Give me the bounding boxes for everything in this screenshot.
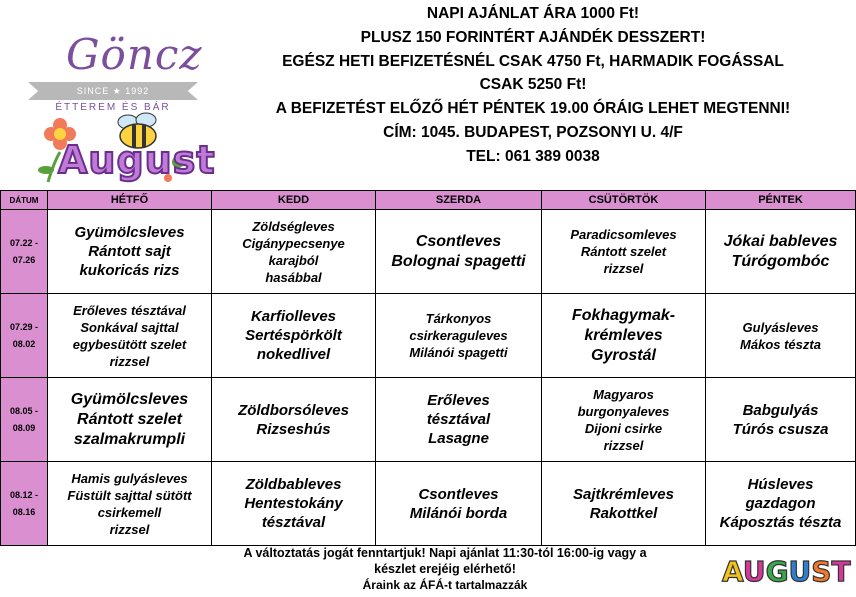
col-header-thursday: CSÜTÖRTÖK xyxy=(542,191,706,210)
svg-text:AUGUST xyxy=(722,555,851,588)
header-line-deadline: A BEFIZETÉST ELŐZŐ HÉT PÉNTEK 19.00 ÓRÁIG LEHET MEGTENNI! xyxy=(275,100,791,118)
menu-cell: Karfiolleves Sertéspörkölt nokedlivel xyxy=(212,294,376,378)
table-row xyxy=(1,210,856,294)
header-line-phone: TEL: 061 389 0038 xyxy=(466,147,600,165)
menu-cell: Hamis gulyásleves Füstült sajttal sütött csirkemell rizzsel xyxy=(48,462,212,546)
offer-header xyxy=(210,2,856,169)
menu-cell: Erőleves tésztával Sonkával sajttal egybesütött szelet rizzsel xyxy=(48,294,212,378)
august-color-badge xyxy=(718,550,851,590)
week-date: 07.22 - 07.26 xyxy=(1,210,48,294)
badge-letter: U xyxy=(788,555,812,588)
menu-cell: Gulyásleves Mákos tészta xyxy=(706,294,856,378)
august-text: August xyxy=(58,138,216,182)
restaurant-logo xyxy=(28,30,203,120)
header-line-price: NAPI AJÁNLAT ÁRA 1000 Ft! xyxy=(426,5,640,22)
badge-letter: S xyxy=(811,555,832,588)
col-header-tuesday: KEDD xyxy=(212,191,376,210)
menu-cell: Csontleves Bolognai spagetti xyxy=(376,210,542,294)
menu-cell: Tárkonyos csirkeraguleves Milánói spagetti xyxy=(376,294,542,378)
menu-cell: Húsleves gazdagon Káposztás tészta xyxy=(706,462,856,546)
header-line-dessert: PLUSZ 150 FORINTÉRT AJÁNDÉK DESSZERT! xyxy=(360,28,706,46)
footer-line-disclaimer: A változtatás jogát fenntartjuk! Napi ajánlat 11:30-tól 16:00-ig vagy a xyxy=(243,546,647,560)
table-row xyxy=(1,294,856,378)
week-date: 07.29 - 08.02 xyxy=(1,294,48,378)
table-header-row xyxy=(1,191,856,210)
footer-notice xyxy=(200,545,690,593)
week-date: 08.05 - 08.09 xyxy=(1,378,48,462)
menu-cell: Paradicsomleves Rántott szelet rizzsel xyxy=(542,210,706,294)
logo-since: SINCE ★ 1992 xyxy=(76,86,150,96)
menu-cell: Zöldségleves Cigánypecsenye karajból hasábbal xyxy=(212,210,376,294)
week-date: 08.12 - 08.16 xyxy=(1,462,48,546)
menu-cell: Csontleves Milánói borda xyxy=(376,462,542,546)
header-line-address: CÍM: 1045. BUDAPEST, POZSONYI U. 4/F xyxy=(383,123,683,141)
col-header-wednesday: SZERDA xyxy=(376,191,542,210)
logo-subtitle: ÉTTEREM ÉS BÁR xyxy=(55,102,171,113)
footer-line-vat: Áraink az ÁFÁ-t tartalmazzák xyxy=(362,578,528,592)
header-line-weekly: EGÉSZ HETI BEFIZETÉSNÉL CSAK 4750 Ft, HARMADIK FOGÁSSAL xyxy=(282,52,784,70)
weekly-menu-table xyxy=(0,190,856,546)
august-badge xyxy=(38,112,216,190)
menu-cell: Sajtkrémleves Rakottkel xyxy=(542,462,706,546)
menu-cell: Zöldbableves Hentestokány tésztával xyxy=(212,462,376,546)
menu-cell: Babgulyás Túrós csusza xyxy=(706,378,856,462)
table-row xyxy=(1,378,856,462)
menu-cell: Gyümölcsleves Rántott sajt kukoricás rizs xyxy=(48,210,212,294)
menu-cell: Zöldborsóleves Rizseshús xyxy=(212,378,376,462)
col-header-date: DÁTUM xyxy=(1,191,48,210)
menu-cell: Magyaros burgonyaleves Dijoni csirke rizzsel xyxy=(542,378,706,462)
col-header-friday: PÉNTEK xyxy=(706,191,856,210)
footer-line-availability: készlet erejéig elérhető! xyxy=(374,562,516,576)
header-line-weekly-third: CSAK 5250 Ft! xyxy=(479,76,587,94)
badge-letter: T xyxy=(831,555,851,588)
table-row xyxy=(1,462,856,546)
august-color-letters-icon xyxy=(718,550,851,590)
menu-cell: Jókai bableves Túrógombóc xyxy=(706,210,856,294)
menu-cell: Erőleves tésztával Lasagne xyxy=(376,378,542,462)
badge-letter: G xyxy=(765,555,789,588)
menu-cell: Gyümölcsleves Rántott szelet szalmakrumpli xyxy=(48,378,212,462)
badge-letter: U xyxy=(742,555,766,588)
menu-cell: Fokhagymak- krémleves Gyrostál xyxy=(542,294,706,378)
logo-name: Göncz xyxy=(66,30,203,79)
col-header-monday: HÉTFŐ xyxy=(48,191,212,210)
badge-letter: A xyxy=(722,555,743,588)
